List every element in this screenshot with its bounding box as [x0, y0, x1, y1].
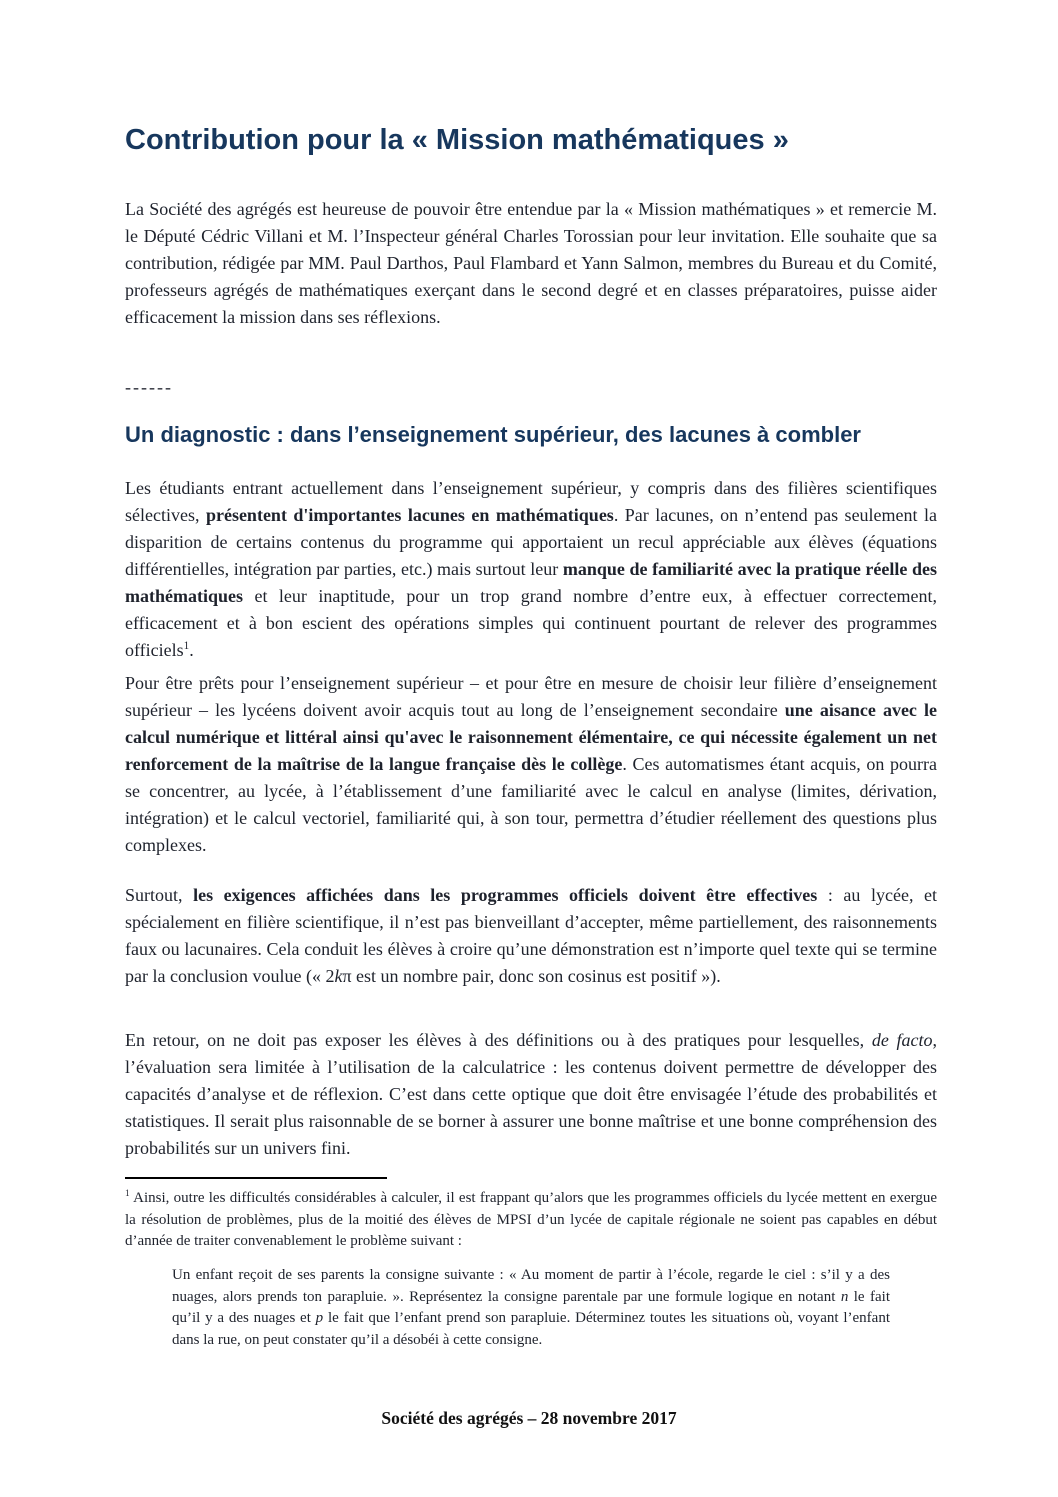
- document-title: Contribution pour la « Mission mathématiques »: [125, 124, 789, 156]
- text-run: une aisance avec le calcul numérique et littéral ainsi qu'avec le raisonnement élémentaire, ce qui nécessite également un net renforcement de la maîtrise de la langue française dès le collège: [125, 700, 937, 774]
- body-paragraph-3: [125, 882, 937, 990]
- text-run: Un enfant reçoit de ses parents la consigne suivante : « Au moment de partir à l’école, regarde le ciel : s’il y a des nuages, alors prends ton parapluie. ». Représentez la consigne parentale par une formule logique en notant: [172, 1267, 890, 1305]
- text-run: k: [334, 966, 343, 986]
- text-run: 1: [183, 640, 190, 652]
- body-paragraph-2: [125, 670, 937, 859]
- section-heading: Un diagnostic : dans l’enseignement supérieur, des lacunes à combler: [125, 422, 861, 447]
- text-run: manque de familiarité avec la pratique réelle des mathématiques: [125, 559, 937, 606]
- text-run: les exigences affichées dans les programmes officiels doivent être effectives: [193, 885, 818, 905]
- text-run: Les étudiants entrant actuellement dans l’enseignement supérieur, y compris dans des filières scientifiques sélectives,: [125, 478, 937, 525]
- text-run: Surtout,: [125, 885, 194, 905]
- text-run: Ainsi, outre les difficultés considérables à calculer, il est frappant qu’alors que les programmes officiels du lycée mettent en exergue la résolution de problèmes, plus de la moitié des élèves de MPSI d’un lycée de capitale régionale ne soient pas capables en début d’année de traiter convenablement le problème suivant :: [125, 1190, 937, 1249]
- text-run: . Ces automatismes étant acquis, on pourra se concentrer, au lycée, à l’établissement d’une familiarité avec le calcul en analyse (limites, dérivation, intégration) et le calcul vectoriel, familiarité qui, à son tour, permettra d’étudier réellement des questions plus complexes.: [125, 754, 937, 855]
- footnote-text: [125, 1188, 937, 1253]
- text-run: .: [189, 640, 194, 660]
- text-run: p: [315, 1310, 324, 1326]
- text-run: le fait qu’il y a des nuages et: [172, 1288, 890, 1326]
- text-run: , l’évaluation sera limitée à l’utilisation de la calculatrice : les contenus doivent permettre de développer des capacités d’analyse et de réflexion. C’est dans cette optique que doit être envisagée l’étude des probabilités et statistiques. Il serait plus raisonnable de se borner à assurer une bonne maîtrise et une bonne compréhension des probabilités sur un univers fini.: [125, 1030, 937, 1158]
- footnote-quote: [172, 1265, 890, 1351]
- text-run: : au lycée, et spécialement en filière scientifique, il n’est pas bienveillant d’accepter, même partiellement, des raisonnements faux ou lacunaires. Cela conduit les élèves à croire qu’une démonstration est n’importe quel texte qui se termine par la conclusion voulue (« 2: [125, 885, 938, 986]
- text-run: le fait que l’enfant prend son parapluie. Déterminez toutes les situations où, voyant l’enfant dans la rue, on peut constater qu’il a désobéi à cette consigne.: [172, 1310, 890, 1348]
- intro-paragraph: [125, 196, 937, 331]
- text-run: 1: [125, 1189, 130, 1199]
- text-run: π est un nombre pair, donc son cosinus est positif »).: [342, 966, 721, 986]
- text-run: La Société des agrégés est heureuse de pouvoir être entendue par la « Mission mathématiques » et remercie M. le Député Cédric Villani et M. l’Inspecteur général Charles Torossian pour leur invitation. Elle souhaite que sa contribution, rédigée par MM. Paul Darthos, Paul Flambard et Yann Salmon, membres du Bureau et du Comité, professeurs agrégés de mathématiques exerçant dans le second degré et en classes préparatoires, puisse aider efficacement la mission dans ses réflexions.: [125, 199, 937, 327]
- text-run: et leur inaptitude, pour un trop grand nombre d’entre eux, à effectuer correctement, efficacement et à bon escient des opérations simples qui continuent pourtant de relever des programmes officiels: [125, 586, 937, 660]
- footnote-divider: [125, 1177, 387, 1179]
- body-paragraph-4: [125, 1027, 937, 1162]
- page-footer: Société des agrégés – 28 novembre 2017: [381, 1408, 677, 1428]
- text-run: . Par lacunes, on n’entend pas seulement la disparition de certains contenus du programme qui apportaient un recul appréciable aux élèves (équations différentielles, intégration par parties, etc.) mais surtout leur: [125, 505, 937, 579]
- dash-separator: ------: [125, 377, 173, 397]
- text-run: présentent d'importantes lacunes en mathématiques: [205, 505, 614, 525]
- text-run: Pour être prêts pour l’enseignement supérieur – et pour être en mesure de choisir leur filière d’enseignement supérieur – les lycéens doivent avoir acquis tout au long de l’enseignement secondaire: [125, 673, 937, 720]
- text-run: de facto: [871, 1030, 933, 1050]
- text-run: n: [840, 1288, 849, 1305]
- body-paragraph-1: [125, 475, 937, 664]
- text-run: En retour, on ne doit pas exposer les élèves à des définitions ou à des pratiques pour lesquelles,: [125, 1030, 872, 1050]
